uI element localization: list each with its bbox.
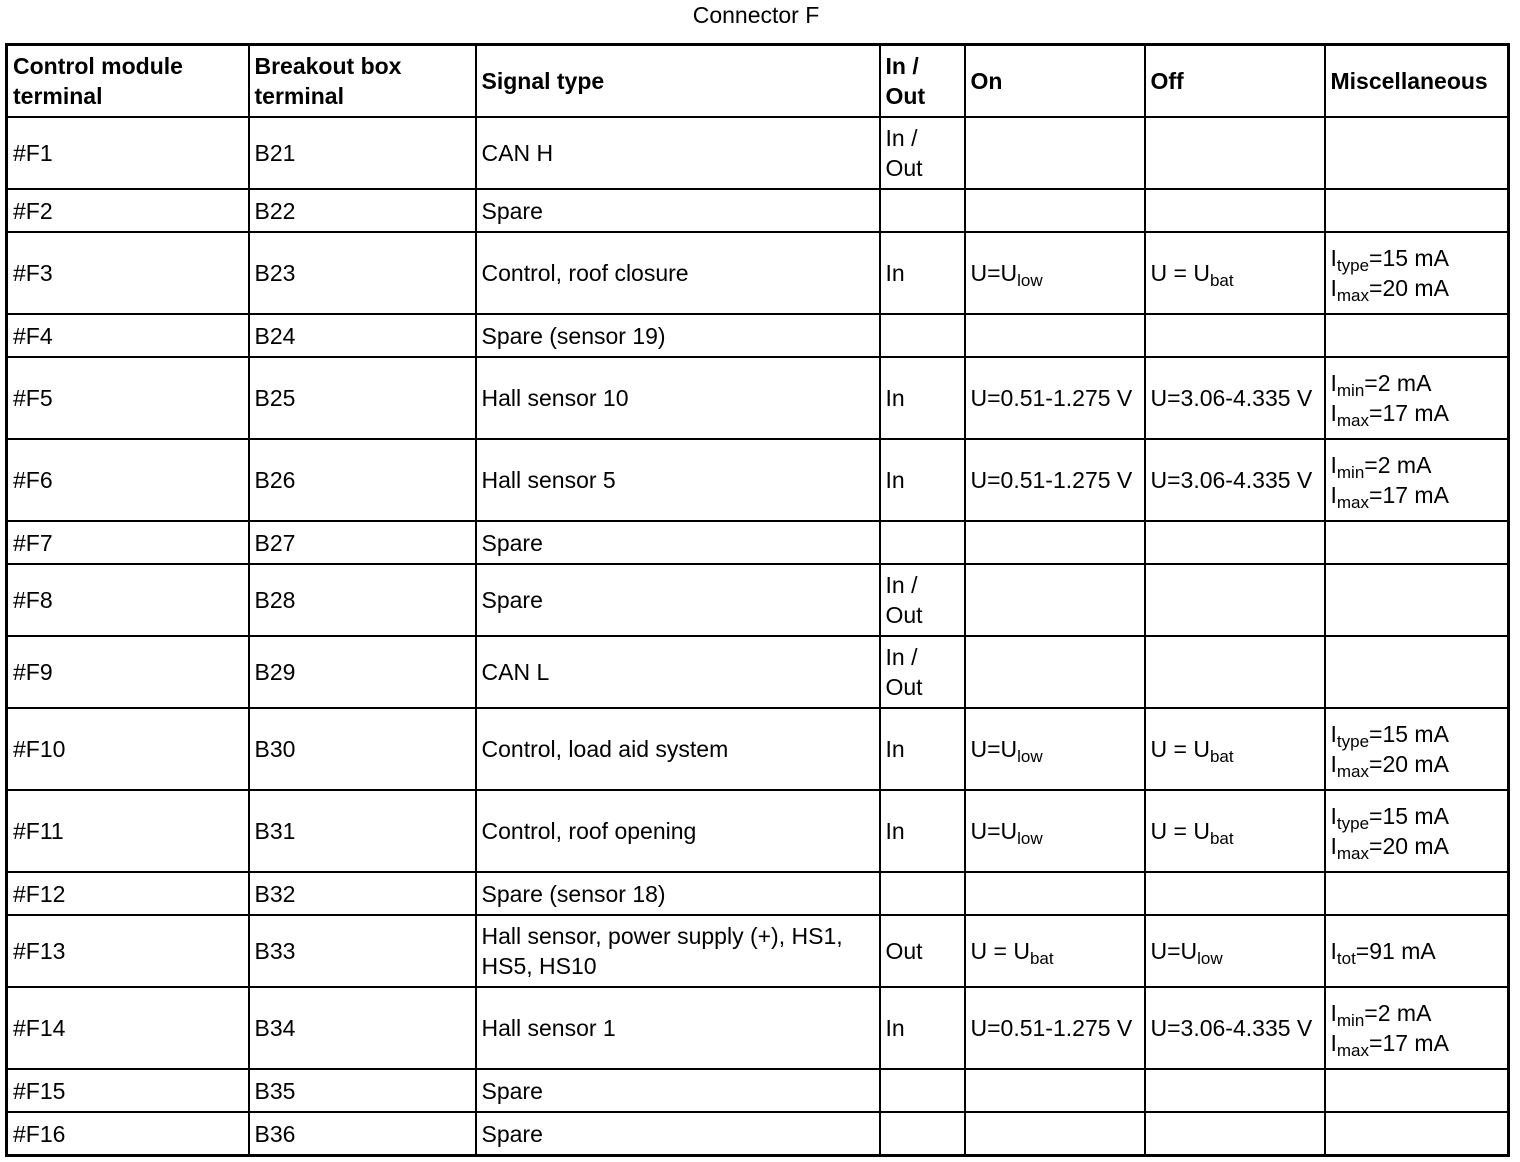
- in-out-cell: In: [880, 232, 965, 314]
- breakout-box-terminal-cell: B33: [249, 915, 476, 987]
- in-out-cell: In: [880, 439, 965, 521]
- control-module-terminal-cell: #F15: [7, 1069, 249, 1112]
- header-in-out: In / Out: [880, 45, 965, 118]
- in-out-cell: [880, 872, 965, 915]
- miscellaneous-cell-line: [1331, 936, 1503, 966]
- value-rest: =15 mA: [1369, 721, 1449, 747]
- value-subscript: type: [1336, 256, 1370, 275]
- miscellaneous-cell-line: [1331, 243, 1503, 273]
- in-out-cell: In / Out: [880, 117, 965, 189]
- miscellaneous-cell-line: [1331, 801, 1503, 831]
- miscellaneous-cell: [1325, 1069, 1509, 1112]
- control-module-terminal-cell: #F12: [7, 872, 249, 915]
- header-off: Off: [1145, 45, 1325, 118]
- off-cell: [1145, 1112, 1325, 1156]
- off-cell: [1145, 790, 1325, 872]
- miscellaneous-cell-line: [1331, 831, 1503, 861]
- breakout-box-terminal-cell: B25: [249, 357, 476, 439]
- signal-type-cell: Spare: [476, 1112, 880, 1156]
- signal-type-cell: Spare: [476, 521, 880, 564]
- header-miscellaneous: Miscellaneous: [1325, 45, 1509, 118]
- miscellaneous-cell: [1325, 314, 1509, 357]
- value-rest: =2 mA: [1364, 1000, 1432, 1026]
- table-row: [7, 915, 1509, 987]
- table-row: [7, 521, 1509, 564]
- control-module-terminal-cell: #F5: [7, 357, 249, 439]
- value-base: I: [1330, 721, 1337, 747]
- value-subscript: bat: [1209, 747, 1234, 766]
- breakout-box-terminal-cell: B23: [249, 232, 476, 314]
- off-cell: [1145, 521, 1325, 564]
- signal-type-cell: Spare: [476, 189, 880, 232]
- miscellaneous-cell-line: [1331, 1028, 1503, 1058]
- table-row: [7, 872, 1509, 915]
- value-subscript: max: [1336, 844, 1370, 863]
- value-base: I: [1330, 370, 1337, 396]
- miscellaneous-cell-line: [1331, 998, 1503, 1028]
- value-subscript: max: [1336, 1041, 1370, 1060]
- control-module-terminal-cell: #F2: [7, 189, 249, 232]
- in-out-cell: In: [880, 357, 965, 439]
- value-subscript: max: [1336, 493, 1370, 512]
- on-cell-line: [971, 734, 1139, 764]
- table-row: [7, 117, 1509, 189]
- value-subscript: max: [1336, 762, 1370, 781]
- signal-type-cell: CAN L: [476, 636, 880, 708]
- on-cell: [965, 790, 1145, 872]
- table-row: [7, 357, 1509, 439]
- off-cell: [1145, 189, 1325, 232]
- table-body: [7, 117, 1509, 1156]
- value-subscript: low: [1017, 747, 1043, 766]
- miscellaneous-cell-line: [1331, 398, 1503, 428]
- on-cell: [965, 915, 1145, 987]
- value-subscript: bat: [1209, 271, 1234, 290]
- signal-type-cell: Spare: [476, 564, 880, 636]
- header-row: [7, 45, 1509, 118]
- off-cell: [1145, 564, 1325, 636]
- table-row: [7, 1112, 1509, 1156]
- control-module-terminal-cell: #F1: [7, 117, 249, 189]
- value-base: U=3.06-4.335 V: [1150, 1015, 1313, 1041]
- in-out-cell: In / Out: [880, 564, 965, 636]
- off-cell: [1145, 915, 1325, 987]
- in-out-cell: [880, 1069, 965, 1112]
- breakout-box-terminal-cell: B22: [249, 189, 476, 232]
- signal-type-cell: Spare (sensor 18): [476, 872, 880, 915]
- signal-type-cell: CAN H: [476, 117, 880, 189]
- signal-type-cell: Spare: [476, 1069, 880, 1112]
- value-base: U=0.51-1.275 V: [970, 467, 1133, 493]
- breakout-box-terminal-cell: B34: [249, 987, 476, 1069]
- breakout-box-terminal-cell: B36: [249, 1112, 476, 1156]
- miscellaneous-cell-line: [1331, 368, 1503, 398]
- on-cell: [965, 357, 1145, 439]
- miscellaneous-cell: [1325, 117, 1509, 189]
- on-cell: [965, 872, 1145, 915]
- value-subscript: bat: [1029, 949, 1054, 968]
- value-rest: =17 mA: [1369, 1030, 1449, 1056]
- table-row: [7, 636, 1509, 708]
- off-cell: [1145, 117, 1325, 189]
- value-base: U = U: [1150, 260, 1210, 286]
- value-subscript: tot: [1336, 949, 1356, 968]
- on-cell-line: [971, 936, 1139, 966]
- on-cell: [965, 987, 1145, 1069]
- table-row: [7, 232, 1509, 314]
- off-cell: [1145, 636, 1325, 708]
- on-cell-line: [971, 383, 1139, 413]
- off-cell-line: [1151, 258, 1319, 288]
- signal-type-cell: Control, roof opening: [476, 790, 880, 872]
- on-cell: [965, 708, 1145, 790]
- value-base: U=3.06-4.335 V: [1150, 385, 1313, 411]
- control-module-terminal-cell: #F7: [7, 521, 249, 564]
- off-cell: [1145, 708, 1325, 790]
- breakout-box-terminal-cell: B24: [249, 314, 476, 357]
- table-row: [7, 987, 1509, 1069]
- off-cell: [1145, 1069, 1325, 1112]
- value-rest: =2 mA: [1364, 370, 1432, 396]
- on-cell: [965, 636, 1145, 708]
- off-cell-line: [1151, 465, 1319, 495]
- breakout-box-terminal-cell: B29: [249, 636, 476, 708]
- miscellaneous-cell-line: [1331, 450, 1503, 480]
- off-cell-line: [1151, 383, 1319, 413]
- signal-type-cell: Spare (sensor 19): [476, 314, 880, 357]
- miscellaneous-cell: [1325, 790, 1509, 872]
- control-module-terminal-cell: #F11: [7, 790, 249, 872]
- table-row: [7, 790, 1509, 872]
- in-out-cell: Out: [880, 915, 965, 987]
- off-cell-line: [1151, 1013, 1319, 1043]
- value-rest: =20 mA: [1369, 833, 1449, 859]
- miscellaneous-cell: [1325, 439, 1509, 521]
- value-rest: =17 mA: [1369, 400, 1449, 426]
- on-cell: [965, 117, 1145, 189]
- on-cell-line: [971, 465, 1139, 495]
- signal-type-cell: Hall sensor, power supply (+), HS1, HS5, HS10: [476, 915, 880, 987]
- value-base: U=U: [970, 260, 1018, 286]
- miscellaneous-cell: [1325, 232, 1509, 314]
- value-rest: =15 mA: [1369, 245, 1449, 271]
- on-cell: [965, 521, 1145, 564]
- value-subscript: low: [1017, 829, 1043, 848]
- header-signal-type: Signal type: [476, 45, 880, 118]
- on-cell: [965, 189, 1145, 232]
- off-cell: [1145, 357, 1325, 439]
- value-subscript: low: [1197, 949, 1223, 968]
- value-subscript: max: [1336, 286, 1370, 305]
- breakout-box-terminal-cell: B21: [249, 117, 476, 189]
- signal-type-cell: Control, roof closure: [476, 232, 880, 314]
- breakout-box-terminal-cell: B35: [249, 1069, 476, 1112]
- breakout-box-terminal-cell: B30: [249, 708, 476, 790]
- off-cell-line: [1151, 734, 1319, 764]
- value-base: U=0.51-1.275 V: [970, 385, 1133, 411]
- in-out-cell: [880, 314, 965, 357]
- in-out-cell: In: [880, 708, 965, 790]
- control-module-terminal-cell: #F3: [7, 232, 249, 314]
- miscellaneous-cell: [1325, 189, 1509, 232]
- on-cell-line: [971, 816, 1139, 846]
- off-cell: [1145, 872, 1325, 915]
- breakout-box-terminal-cell: B31: [249, 790, 476, 872]
- breakout-box-terminal-cell: B32: [249, 872, 476, 915]
- connector-pin-table: [5, 43, 1510, 1157]
- control-module-terminal-cell: #F9: [7, 636, 249, 708]
- miscellaneous-cell: [1325, 987, 1509, 1069]
- in-out-cell: [880, 521, 965, 564]
- value-rest: =20 mA: [1369, 751, 1449, 777]
- value-base: I: [1330, 400, 1337, 426]
- table-caption: Connector F: [692, 2, 820, 28]
- miscellaneous-cell: [1325, 564, 1509, 636]
- miscellaneous-cell-line: [1331, 273, 1503, 303]
- value-subscript: max: [1336, 411, 1370, 430]
- value-rest: =15 mA: [1369, 803, 1449, 829]
- on-cell: [965, 564, 1145, 636]
- signal-type-cell: Hall sensor 5: [476, 439, 880, 521]
- value-base: I: [1330, 833, 1337, 859]
- header-on: On: [965, 45, 1145, 118]
- table-row: [7, 189, 1509, 232]
- value-base: U=U: [1150, 938, 1198, 964]
- signal-type-cell: Hall sensor 1: [476, 987, 880, 1069]
- value-rest: =2 mA: [1364, 452, 1432, 478]
- value-subscript: min: [1336, 463, 1365, 482]
- table-row: [7, 708, 1509, 790]
- value-base: U = U: [1150, 736, 1210, 762]
- control-module-terminal-cell: #F14: [7, 987, 249, 1069]
- in-out-cell: [880, 1112, 965, 1156]
- miscellaneous-cell: [1325, 915, 1509, 987]
- off-cell: [1145, 314, 1325, 357]
- miscellaneous-cell: [1325, 357, 1509, 439]
- control-module-terminal-cell: #F6: [7, 439, 249, 521]
- on-cell: [965, 439, 1145, 521]
- breakout-box-terminal-cell: B28: [249, 564, 476, 636]
- value-subscript: bat: [1209, 829, 1234, 848]
- table-row: [7, 564, 1509, 636]
- table-row: [7, 314, 1509, 357]
- on-cell-line: [971, 258, 1139, 288]
- value-subscript: min: [1336, 1011, 1365, 1030]
- off-cell: [1145, 439, 1325, 521]
- on-cell: [965, 314, 1145, 357]
- miscellaneous-cell: [1325, 636, 1509, 708]
- value-base: I: [1330, 938, 1337, 964]
- on-cell-line: [971, 1013, 1139, 1043]
- value-base: I: [1330, 751, 1337, 777]
- off-cell-line: [1151, 816, 1319, 846]
- control-module-terminal-cell: #F16: [7, 1112, 249, 1156]
- off-cell: [1145, 232, 1325, 314]
- in-out-cell: In / Out: [880, 636, 965, 708]
- miscellaneous-cell-line: [1331, 480, 1503, 510]
- value-subscript: type: [1336, 732, 1370, 751]
- control-module-terminal-cell: #F10: [7, 708, 249, 790]
- in-out-cell: In: [880, 790, 965, 872]
- miscellaneous-cell: [1325, 872, 1509, 915]
- control-module-terminal-cell: #F8: [7, 564, 249, 636]
- value-base: I: [1330, 482, 1337, 508]
- on-cell: [965, 1069, 1145, 1112]
- miscellaneous-cell: [1325, 521, 1509, 564]
- signal-type-cell: Control, load aid system: [476, 708, 880, 790]
- miscellaneous-cell-line: [1331, 719, 1503, 749]
- value-base: I: [1330, 1000, 1337, 1026]
- miscellaneous-cell: [1325, 708, 1509, 790]
- value-subscript: low: [1017, 271, 1043, 290]
- value-base: U = U: [970, 938, 1030, 964]
- off-cell: [1145, 987, 1325, 1069]
- table-row: [7, 439, 1509, 521]
- on-cell: [965, 1112, 1145, 1156]
- value-base: U=U: [970, 736, 1018, 762]
- control-module-terminal-cell: #F4: [7, 314, 249, 357]
- breakout-box-terminal-cell: B27: [249, 521, 476, 564]
- value-rest: =17 mA: [1369, 482, 1449, 508]
- header-control-module-terminal: Control module terminal: [7, 45, 249, 118]
- value-rest: =91 mA: [1355, 938, 1436, 964]
- signal-type-cell: Hall sensor 10: [476, 357, 880, 439]
- value-subscript: min: [1336, 381, 1365, 400]
- miscellaneous-cell-line: [1331, 749, 1503, 779]
- value-base: I: [1330, 245, 1337, 271]
- value-base: I: [1330, 1030, 1337, 1056]
- value-rest: =20 mA: [1369, 275, 1449, 301]
- off-cell-line: [1151, 936, 1319, 966]
- miscellaneous-cell: [1325, 1112, 1509, 1156]
- value-base: I: [1330, 803, 1337, 829]
- value-base: U=U: [970, 818, 1018, 844]
- in-out-cell: In: [880, 987, 965, 1069]
- value-base: U = U: [1150, 818, 1210, 844]
- header-breakout-box-terminal: Breakout box terminal: [249, 45, 476, 118]
- value-subscript: type: [1336, 814, 1370, 833]
- in-out-cell: [880, 189, 965, 232]
- table-row: [7, 1069, 1509, 1112]
- value-base: U=0.51-1.275 V: [970, 1015, 1133, 1041]
- value-base: I: [1330, 275, 1337, 301]
- value-base: I: [1330, 452, 1337, 478]
- breakout-box-terminal-cell: B26: [249, 439, 476, 521]
- on-cell: [965, 232, 1145, 314]
- control-module-terminal-cell: #F13: [7, 915, 249, 987]
- value-base: U=3.06-4.335 V: [1150, 467, 1313, 493]
